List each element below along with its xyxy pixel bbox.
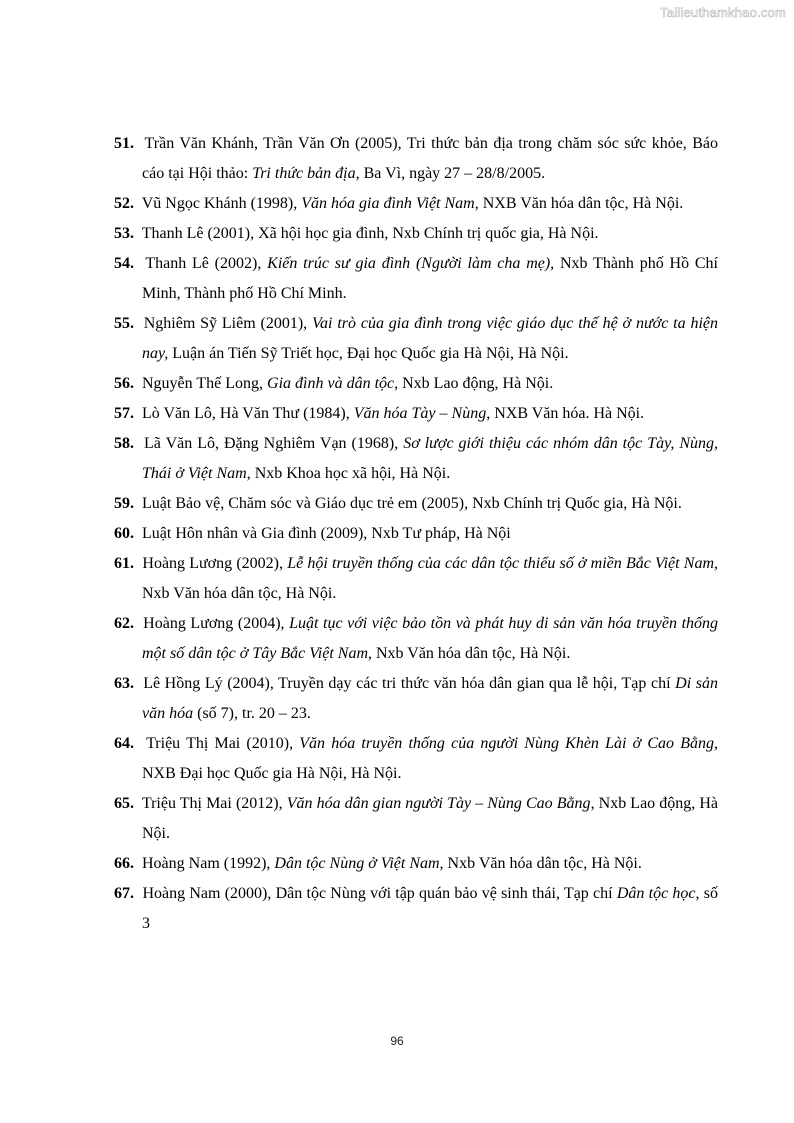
reference-text: , Nxb Lao động, Hà Nội. <box>142 795 719 842</box>
reference-text: , NXB Đại học Quốc gia Hà Nội, Hà Nội. <box>142 735 718 782</box>
reference-text: Hoàng Nam (1992), <box>142 855 275 872</box>
reference-title: Văn hóa gia đình Việt Nam, <box>301 195 479 212</box>
reference-text: Nguyễn Thế Long, <box>142 375 268 392</box>
reference-number: 55. <box>114 315 134 332</box>
reference-text: Thanh Lê (2001), Xã hội học gia đình, Nxb Chính trị quốc gia, Hà Nội. <box>141 225 599 242</box>
reference-item <box>114 219 718 249</box>
reference-item <box>114 399 718 429</box>
reference-item <box>114 549 718 609</box>
reference-title: Văn hóa dân gian người Tày – Nùng Cao Bằng <box>286 795 591 812</box>
reference-item <box>114 669 718 729</box>
reference-text: , số 3 <box>142 885 718 932</box>
reference-number: 54. <box>114 255 134 272</box>
reference-text: Nghiêm Sỹ Liêm (2001), <box>143 315 313 332</box>
reference-title: Vai trò của gia đình trong việc giáo dục thế hệ ở nước ta hiện nay, <box>142 315 719 362</box>
reference-item <box>114 609 718 669</box>
reference-text: Vũ Ngọc Khánh (1998), <box>141 195 302 212</box>
reference-number: 61. <box>114 555 134 572</box>
reference-text: , NXB Văn hóa. Hà Nội. <box>486 405 645 422</box>
reference-text: , Nxb Văn hóa dân tộc, Hà Nội. <box>439 855 642 872</box>
reference-text: , Nxb Lao động, Hà Nội. <box>394 375 554 392</box>
watermark-text: Tailieuthamkhao.com <box>660 5 786 20</box>
reference-item <box>114 189 718 219</box>
reference-number: 52. <box>114 195 134 212</box>
reference-text: Thanh Lê (2002), <box>145 255 268 272</box>
reference-text: Nxb Văn hóa dân tộc, Hà Nội. <box>142 585 337 602</box>
reference-text: Luận án Tiến Sỹ Triết học, Đại học Quốc gia Hà Nội, Hà Nội. <box>168 345 569 362</box>
reference-title: Dân tộc học <box>616 885 696 902</box>
reference-number: 64. <box>114 735 134 752</box>
reference-item <box>114 309 718 369</box>
reference-title: Văn hóa Tày – Nùng <box>353 405 487 422</box>
reference-item <box>114 729 718 789</box>
reference-item <box>114 369 718 399</box>
reference-text: Lã Văn Lô, Đặng Nghiêm Vạn (1968), <box>144 435 404 452</box>
reference-title: Sơ lược giới thiệu các nhóm dân tộc Tày, Nùng, Thái ở Việt Nam <box>142 435 719 482</box>
reference-item <box>114 519 718 549</box>
reference-title: Dân tộc Nùng ở Việt Nam <box>274 855 440 872</box>
reference-number: 60. <box>114 525 134 542</box>
reference-text: Hoàng Nam (2000), Dân tộc Nùng với tập quán bảo vệ sinh thái, Tạp chí <box>142 885 617 902</box>
reference-text: , Ba Vì, ngày 27 – 28/8/2005. <box>355 165 546 182</box>
reference-text: , Nxb Văn hóa dân tộc, Hà Nội. <box>368 645 571 662</box>
reference-title: Di sản văn hóa <box>142 675 718 722</box>
reference-item <box>114 129 718 189</box>
reference-number: 51. <box>114 135 134 152</box>
reference-title: Gia đình và dân tộc <box>267 375 395 392</box>
reference-title: Kiến trúc sư gia đình (Người làm cha mẹ), <box>267 255 555 272</box>
reference-text: (số 7), tr. 20 – 23. <box>193 705 311 722</box>
reference-list <box>114 129 718 939</box>
reference-number: 63. <box>114 675 134 692</box>
reference-text: Luật Hôn nhân và Gia đình (2009), Nxb Tư pháp, Hà Nội <box>142 525 511 542</box>
reference-text: , Nxb Khoa học xã hội, Hà Nội. <box>246 465 451 482</box>
reference-title: Luật tục với việc bảo tồn và phát huy di sản văn hóa truyền thống một số dân tộc ở Tây Bắc Việt Nam <box>142 615 719 662</box>
reference-number: 65. <box>114 795 134 812</box>
reference-number: 66. <box>114 855 134 872</box>
reference-text: Trần Văn Khánh, Trần Văn Ơn (2005), Tri thức bản địa trong chăm sóc sức khỏe, Báo cáo tại Hội thảo: <box>142 135 718 182</box>
reference-title: Văn hóa truyền thống của người Nùng Khèn Lài ở Cao Bằng <box>299 735 714 752</box>
reference-item <box>114 249 718 309</box>
reference-number: 57. <box>114 405 134 422</box>
reference-text: Lê Hồng Lý (2004), Truyền dạy các tri thức văn hóa dân gian qua lễ hội, Tạp chí <box>143 675 676 692</box>
reference-text: Hoàng Lương (2004), <box>143 615 290 632</box>
reference-item <box>114 429 718 489</box>
reference-text: Nxb Thành phố Hồ Chí Minh, Thành phố Hồ Chí Minh. <box>142 255 719 302</box>
reference-number: 62. <box>114 615 134 632</box>
reference-item <box>114 849 718 879</box>
reference-number: 67. <box>114 885 134 902</box>
reference-number: 53. <box>114 225 134 242</box>
reference-title: Tri thức bản địa <box>252 165 356 182</box>
reference-text: NXB Văn hóa dân tộc, Hà Nội. <box>478 195 684 212</box>
reference-text: Hoàng Lương (2002), <box>142 555 288 572</box>
reference-text: Triệu Thị Mai (2010), <box>146 735 300 752</box>
reference-number: 56. <box>114 375 134 392</box>
reference-item <box>114 489 718 519</box>
reference-item <box>114 789 718 849</box>
reference-number: 58. <box>114 435 134 452</box>
reference-text: Luật Bảo vệ, Chăm sóc và Giáo dục trẻ em (2005), Nxb Chính trị Quốc gia, Hà Nội. <box>142 495 682 512</box>
reference-text: Triệu Thị Mai (2012), <box>141 795 287 812</box>
page-number: 96 <box>390 1034 404 1048</box>
reference-text: Lò Văn Lô, Hà Văn Thư (1984), <box>142 405 354 422</box>
reference-item <box>114 879 718 939</box>
reference-title: Lễ hội truyền thống của các dân tộc thiểu số ở miền Bắc Việt Nam, <box>287 555 719 572</box>
reference-number: 59. <box>114 495 134 512</box>
